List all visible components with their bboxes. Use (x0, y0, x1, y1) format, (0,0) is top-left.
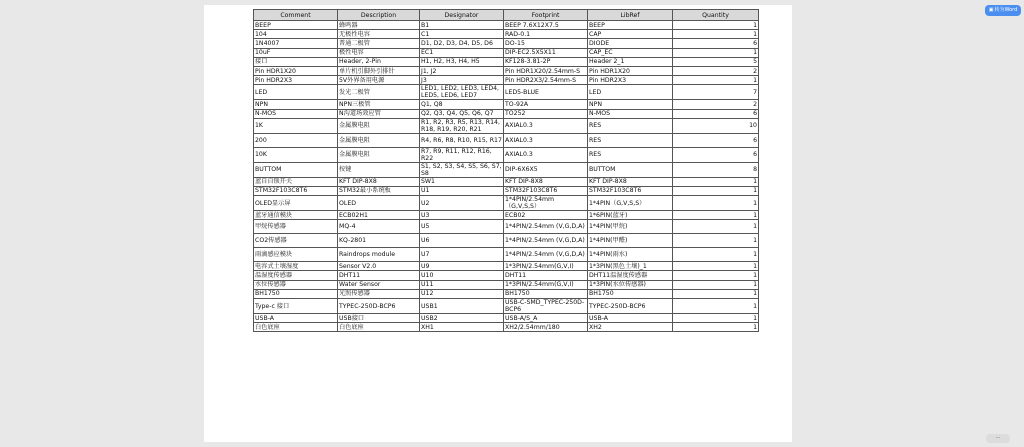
cell-libref: LED (588, 85, 673, 100)
cell-designator: LED1, LED2, LED3, LED4, LED5, LED6, LED7 (420, 85, 504, 100)
cell-description: 极性电容 (338, 48, 420, 57)
cell-description: 单片机引脚外引排针 (338, 66, 420, 75)
cell-description: 金属膜电阻 (338, 147, 420, 162)
cell-footprint: ECB02 (504, 211, 588, 220)
cell-description: KQ-2801 (338, 234, 420, 248)
cell-libref: TYPEC-250D-BCP6 (588, 299, 673, 314)
cell-designator: D1, D2, D3, D4, D5, D6 (420, 39, 504, 48)
table-row (254, 66, 759, 75)
cell-footprint: 1*3PIN/2.54mm(G,V,I) (504, 280, 588, 289)
cell-quantity: 6 (673, 39, 759, 48)
cell-quantity: 1 (673, 314, 759, 323)
cell-comment: BUTTOM (254, 162, 338, 177)
cell-designator: U7 (420, 248, 504, 262)
header-quantity: Quantity (673, 10, 759, 21)
cell-comment: 10K (254, 147, 338, 162)
cell-footprint: DO-15 (504, 39, 588, 48)
cell-quantity: 1 (673, 186, 759, 195)
cell-comment: 蓝牙通信模块 (254, 211, 338, 220)
cell-quantity: 1 (673, 289, 759, 298)
cell-comment: USB-A (254, 314, 338, 323)
document-page (204, 5, 792, 442)
table-row (254, 299, 759, 314)
table-row (254, 289, 759, 298)
cell-quantity: 7 (673, 85, 759, 100)
cell-comment: BEEP (254, 21, 338, 30)
cell-quantity: 1 (673, 211, 759, 220)
cell-comment: 白色底座 (254, 323, 338, 332)
cell-designator: J1, J2 (420, 66, 504, 75)
cell-description: 光照传感器 (338, 289, 420, 298)
cell-comment: 200 (254, 133, 338, 147)
cell-comment: 温湿度传感器 (254, 271, 338, 280)
convert-to-word-button[interactable] (985, 5, 1021, 16)
table-row (254, 280, 759, 289)
cell-footprint: LED5-BLUE (504, 85, 588, 100)
cell-designator: U6 (420, 234, 504, 248)
cell-libref: 1*4PIN(雨水) (588, 248, 673, 262)
bom-table (253, 9, 759, 332)
cell-description: 普通二极管 (338, 39, 420, 48)
cell-quantity: 1 (673, 21, 759, 30)
cell-libref: XH2 (588, 323, 673, 332)
cell-comment: 104 (254, 30, 338, 39)
cell-description: Water Sensor (338, 280, 420, 289)
cell-designator: J3 (420, 76, 504, 85)
cell-quantity: 1 (673, 234, 759, 248)
table-header-row (254, 10, 759, 21)
cell-comment: BH1750 (254, 289, 338, 298)
cell-description: Raindrops module (338, 248, 420, 262)
cell-comment: Pin HDR1X20 (254, 66, 338, 75)
table-row (254, 57, 759, 66)
cell-footprint: Pin HDR1X20/2.54mm-S (504, 66, 588, 75)
cell-designator: U5 (420, 220, 504, 234)
cell-designator: U3 (420, 211, 504, 220)
cell-quantity: 1 (673, 248, 759, 262)
table-row (254, 39, 759, 48)
cell-footprint: Pin HDR2X3/2.54mm-S (504, 76, 588, 85)
cell-footprint: 1*4PIN/2.54mm (V,G,D,A) (504, 248, 588, 262)
cell-quantity: 10 (673, 118, 759, 133)
cell-libref: RES (588, 147, 673, 162)
cell-footprint: DIP-EC2.5X5X11 (504, 48, 588, 57)
cell-libref: RES (588, 118, 673, 133)
cell-designator: EC1 (420, 48, 504, 57)
cell-designator: B1 (420, 21, 504, 30)
cell-comment: 蓝自自锁开关 (254, 177, 338, 186)
table-row (254, 177, 759, 186)
cell-footprint: DIP-6X6X5 (504, 162, 588, 177)
header-footprint: Footprint (504, 10, 588, 21)
cell-quantity: 6 (673, 133, 759, 147)
cell-libref: BEEP (588, 21, 673, 30)
table-row (254, 211, 759, 220)
table-row (254, 21, 759, 30)
cell-description: MQ-4 (338, 220, 420, 234)
table-row (254, 147, 759, 162)
cell-libref: Header 2_1 (588, 57, 673, 66)
cell-footprint: DHT11 (504, 271, 588, 280)
header-designator: Designator (420, 10, 504, 21)
cell-comment: Type-c 接口 (254, 299, 338, 314)
cell-quantity: 1 (673, 280, 759, 289)
cell-footprint: 1*3PIN/2.54mm(G,V,I) (504, 262, 588, 271)
cell-libref: 1*3PIN(水位传感器) (588, 280, 673, 289)
cell-comment: 1N4007 (254, 39, 338, 48)
cell-comment: Pin HDR2X3 (254, 76, 338, 85)
cell-footprint: XH2/2.54mm/180 (504, 323, 588, 332)
cell-designator: Q1, Q8 (420, 100, 504, 109)
cell-designator: U12 (420, 289, 504, 298)
cell-comment: 电容式土壤湿度 (254, 262, 338, 271)
cell-footprint: TO-92A (504, 100, 588, 109)
cell-quantity: 1 (673, 262, 759, 271)
cell-designator: H1, H2, H3, H4, H5 (420, 57, 504, 66)
cell-designator: C1 (420, 30, 504, 39)
cell-quantity: 1 (673, 196, 759, 211)
cell-comment: OLED显示屏 (254, 196, 338, 211)
cell-quantity: 6 (673, 109, 759, 118)
header-libref: LibRef (588, 10, 673, 21)
cell-libref: 1*3PIN(黑色土壤)_1 (588, 262, 673, 271)
cell-designator: R4, R6, R8, R10, R15, R17 (420, 133, 504, 147)
cell-libref: DHT11温湿度传感器 (588, 271, 673, 280)
cell-comment: 1K (254, 118, 338, 133)
cell-quantity: 1 (673, 220, 759, 234)
cell-description: 白色底座 (338, 323, 420, 332)
cell-comment: LED (254, 85, 338, 100)
cell-quantity: 8 (673, 162, 759, 177)
cell-description: TYPEC-250D-BCP6 (338, 299, 420, 314)
cell-designator: U1 (420, 186, 504, 195)
cell-description: ECB02H1 (338, 211, 420, 220)
cell-description: OLED (338, 196, 420, 211)
cell-libref: Pin HDR1X20 (588, 66, 673, 75)
cell-comment: NPN (254, 100, 338, 109)
cell-footprint: AXIAL0.3 (504, 118, 588, 133)
cell-libref: USB-A (588, 314, 673, 323)
header-comment: Comment (254, 10, 338, 21)
cell-footprint: BH1750 (504, 289, 588, 298)
cell-footprint: AXIAL0.3 (504, 147, 588, 162)
cell-libref: 1*4PIN（G,V,S,S） (588, 196, 673, 211)
cell-footprint: USB-C-SMD_TYPEC-250D-BCP6 (504, 299, 588, 314)
table-row (254, 30, 759, 39)
cell-quantity: 6 (673, 147, 759, 162)
cell-footprint: TO252 (504, 109, 588, 118)
cell-quantity: 5 (673, 57, 759, 66)
cell-quantity: 1 (673, 177, 759, 186)
cell-libref: RES (588, 133, 673, 147)
convert-label: 转为Word (994, 7, 1018, 13)
table-row (254, 271, 759, 280)
cell-designator: USB1 (420, 299, 504, 314)
page-corner-icon[interactable]: ⋯ (986, 434, 1010, 443)
cell-footprint: STM32F103C8T6 (504, 186, 588, 195)
cell-footprint: BEEP 7.6X12X7.5 (504, 21, 588, 30)
table-row (254, 248, 759, 262)
cell-description: 无极性电容 (338, 30, 420, 39)
table-row (254, 48, 759, 57)
cell-libref: N-MOS (588, 109, 673, 118)
cell-description: DHT11 (338, 271, 420, 280)
table-row (254, 162, 759, 177)
table-row (254, 100, 759, 109)
cell-comment: 接口 (254, 57, 338, 66)
header-description: Description (338, 10, 420, 21)
cell-libref: NPN (588, 100, 673, 109)
table-row (254, 85, 759, 100)
cell-designator: U10 (420, 271, 504, 280)
cell-libref: DIODE (588, 39, 673, 48)
table-row (254, 323, 759, 332)
cell-libref: 1*4PIN(甲醛) (588, 234, 673, 248)
cell-designator: USB2 (420, 314, 504, 323)
cell-description: 金属膜电阻 (338, 133, 420, 147)
word-icon: ▣ (988, 7, 994, 13)
cell-libref: 1*6PIN(蓝牙) (588, 211, 673, 220)
cell-footprint: KF128-3.81-2P (504, 57, 588, 66)
cell-footprint: 1*4PIN/2.54mm (V,G,D,A) (504, 220, 588, 234)
cell-footprint: 1*4PIN/2.54mm （G,V,S,S） (504, 196, 588, 211)
cell-description: 蜂鸣器 (338, 21, 420, 30)
cell-libref: KFT DIP-8X8 (588, 177, 673, 186)
cell-comment: 10uF (254, 48, 338, 57)
cell-footprint: KFT DIP-8X8 (504, 177, 588, 186)
table-row (254, 109, 759, 118)
cell-libref: STM32F103C8T6 (588, 186, 673, 195)
cell-comment: 水位传感器 (254, 280, 338, 289)
cell-quantity: 2 (673, 66, 759, 75)
table-row (254, 133, 759, 147)
cell-libref: CAP_EC (588, 48, 673, 57)
cell-description: USB接口 (338, 314, 420, 323)
cell-footprint: USB-A/S_A (504, 314, 588, 323)
table-row (254, 186, 759, 195)
table-row (254, 196, 759, 211)
table-row (254, 234, 759, 248)
cell-designator: S1, S2, S3, S4, S5, S6, S7, S8 (421, 162, 502, 177)
cell-designator: U11 (420, 280, 504, 289)
cell-designator: SW1 (420, 177, 504, 186)
cell-quantity: 1 (673, 76, 759, 85)
cell-footprint: RAD-0.1 (504, 30, 588, 39)
cell-comment: 甲烷传感器 (254, 220, 338, 234)
cell-comment: CO2传感器 (254, 234, 338, 248)
cell-libref: BUTTOM (588, 162, 673, 177)
cell-description: KFT DIP-8X8 (338, 177, 420, 186)
cell-quantity: 1 (673, 30, 759, 39)
cell-libref: CAP (588, 30, 673, 39)
cell-description: Header, 2-Pin (338, 57, 420, 66)
cell-libref: BH1750 (588, 289, 673, 298)
cell-description: 发光二极管 (338, 85, 420, 100)
table-row (254, 262, 759, 271)
table-row (254, 76, 759, 85)
cell-description: 按键 (338, 162, 420, 177)
cell-libref: Pin HDR2X3 (588, 76, 673, 85)
cell-quantity: 1 (673, 323, 759, 332)
cell-description: Sensor V2.0 (338, 262, 420, 271)
cell-comment: N-MOS (254, 109, 338, 118)
cell-description: N沟道场效应管 (338, 109, 420, 118)
cell-designator: XH1 (420, 323, 504, 332)
cell-description: STM32最小系统板 (338, 186, 420, 195)
cell-footprint: AXIAL0.3 (504, 133, 588, 147)
cell-comment: 雨滴感应模块 (254, 248, 338, 262)
cell-comment: STM32F103C8T6 (254, 186, 338, 195)
table-row (254, 314, 759, 323)
cell-designator: R7, R9, R11, R12, R16, R22 (420, 147, 504, 162)
table-row (254, 118, 759, 133)
table-row (254, 220, 759, 234)
cell-quantity: 1 (673, 271, 759, 280)
cell-designator: R1, R2, R3, R5, R13, R14, R18, R19, R20, R21 (420, 118, 504, 133)
cell-quantity: 1 (673, 48, 759, 57)
cell-libref: 1*4PIN(甲烷) (588, 220, 673, 234)
cell-quantity: 2 (673, 100, 759, 109)
cell-designator: Q2, Q3, Q4, Q5, Q6, Q7 (420, 109, 504, 118)
cell-designator: U2 (420, 196, 504, 211)
cell-description: 5V外界备用电源 (338, 76, 420, 85)
cell-designator: U9 (420, 262, 504, 271)
cell-footprint: 1*4PIN/2.54mm (V,G,D,A) (504, 234, 588, 248)
cell-description: 金属膜电阻 (338, 118, 420, 133)
cell-quantity: 1 (673, 299, 759, 314)
cell-description: NPN三极管 (338, 100, 420, 109)
